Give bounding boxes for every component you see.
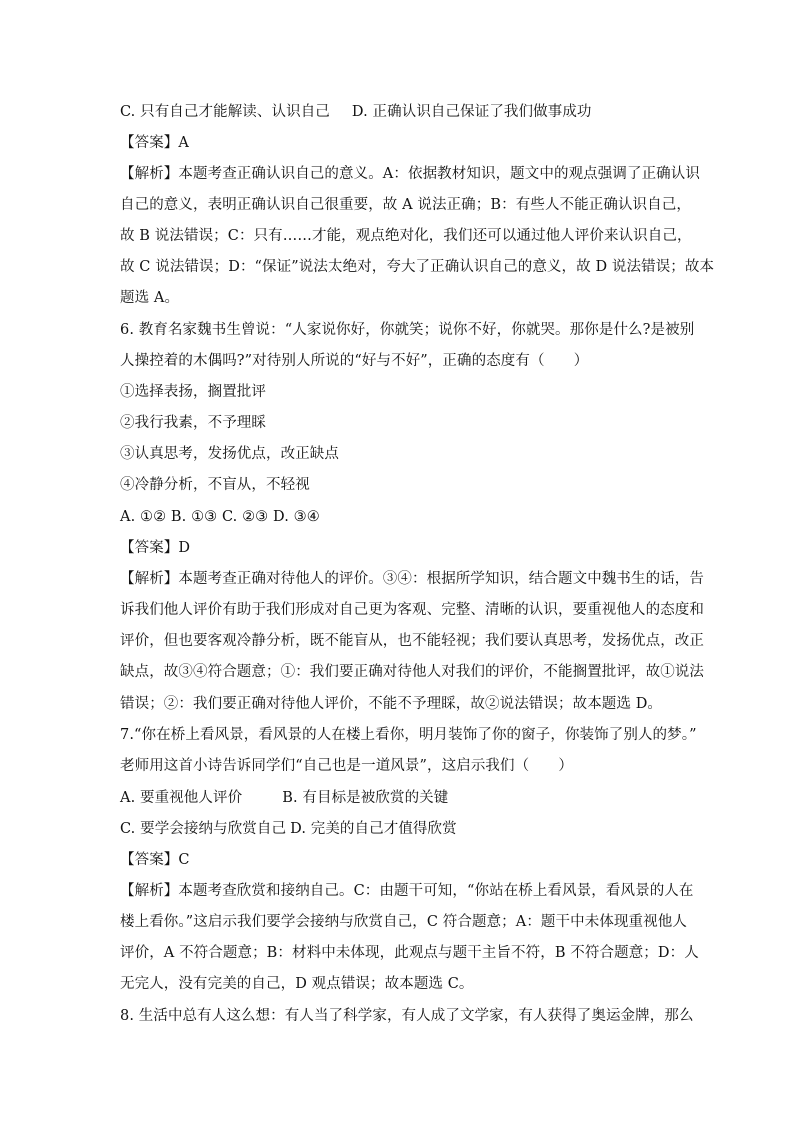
q6-analysis-line: 【解析】本题考查正确对待他人的评价。③④：根据所学知识，结合题文中魏书生的话，告	[120, 571, 704, 587]
q7-analysis-line: 楼上看你。”这启示我们要学会接纳与欣赏自己，C 符合题意；A：题干中未体现重视他人	[120, 914, 687, 930]
q7-analysis-line: 无完人，没有完美的自己，D 观点错误；故本题选 C。	[120, 976, 474, 992]
q5-analysis-line: 自己的意义，表明正确认识自己很重要，故 A 说法正确；B：有些人不能正确认识自己，	[120, 197, 691, 213]
q6-item: ②我行我素，不予理睬	[120, 415, 266, 431]
q7-stem-line: 老师用这首小诗告诉同学们“自己也是一道风景”，这启示我们（ ）	[120, 758, 574, 774]
q5-analysis-line: 故 B 说法错误；C：只有……才能，观点绝对化，我们还可以通过他人评价来认识自己，	[120, 228, 692, 244]
q7-option-c: C. 要学会接纳与欣赏自己	[120, 821, 287, 837]
q7-options-row	[120, 788, 680, 808]
q7-options-row	[120, 819, 680, 839]
q5-analysis-line: 题选 A。	[120, 290, 180, 306]
q5-analysis-line: 【解析】本题考查正确认识自己的意义。A：依据教材知识，题文中的观点强调了正确认识	[120, 166, 700, 182]
q7-option-a: A. 要重视他人评价	[120, 790, 243, 806]
q5-analysis-line: 故 C 说法错误；D：“保证”说法太绝对，夸大了正确认识自己的意义，故 D 说法错误；故本	[120, 259, 715, 275]
q6-analysis-line: 错误；②：我们要正确对待他人评价，不能不予理睬，故②说法错误；故本题选 D。	[120, 696, 663, 712]
q7-analysis-line: 【解析】本题考查欣赏和接纳自己。C：由题干可知，“你站在桥上看风景，看风景的人在	[120, 883, 694, 899]
q7-analysis-line: 评价，A 不符合题意；B：材料中未体现，此观点与题干主旨不符，B 不符合题意；D：人	[120, 945, 699, 961]
q5-options-row	[120, 102, 680, 122]
q6-stem-line: 人操控着的木偶吗?”对待别人所说的“好与不好”，正确的态度有（ ）	[120, 353, 589, 369]
q6-answer: 【答案】D	[120, 540, 191, 556]
q6-options: A. ①② B. ①③ C. ②③ D. ③④	[120, 509, 320, 525]
q5-answer: 【答案】A	[120, 135, 189, 151]
q5-option-c: C. 只有自己才能解读、认识自己	[120, 104, 330, 120]
q6-analysis-line: 缺点，故③④符合题意；①：我们要正确对待他人对我们的评价，不能搁置批评，故①说法	[120, 664, 704, 680]
q6-item: ①选择表扬，搁置批评	[120, 384, 266, 400]
q6-analysis-line: 评价，但也要客观冷静分析，既不能盲从，也不能轻视；我们要认真思考，发扬优点，改正	[120, 633, 704, 649]
q7-stem-line: 7.“你在桥上看风景，看风景的人在楼上看你，明月装饰了你的窗子，你装饰了别人的梦。”	[120, 727, 697, 743]
q8-stem-line: 8. 生活中总有人这么想：有人当了科学家，有人成了文学家，有人获得了奥运金牌，那么	[120, 1008, 694, 1024]
q5-option-d: D. 正确认识自己保证了我们做事成功	[351, 104, 592, 120]
q6-stem-line: 6. 教育名家魏书生曾说：“人家说你好，你就笑；说你不好，你就哭。那你是什么?是被别	[120, 322, 695, 338]
q6-item: ④冷静分析，不盲从，不轻视	[120, 477, 310, 493]
q7-answer: 【答案】C	[120, 852, 190, 868]
q7-option-d: D. 完美的自己才值得欣赏	[290, 821, 457, 837]
q7-option-b: B. 有目标是被欣赏的关键	[282, 790, 449, 806]
q6-item: ③认真思考，发扬优点，改正缺点	[120, 446, 339, 462]
q6-analysis-line: 诉我们他人评价有助于我们形成对自己更为客观、完整、清晰的认识，要重视他人的态度和	[120, 602, 704, 618]
